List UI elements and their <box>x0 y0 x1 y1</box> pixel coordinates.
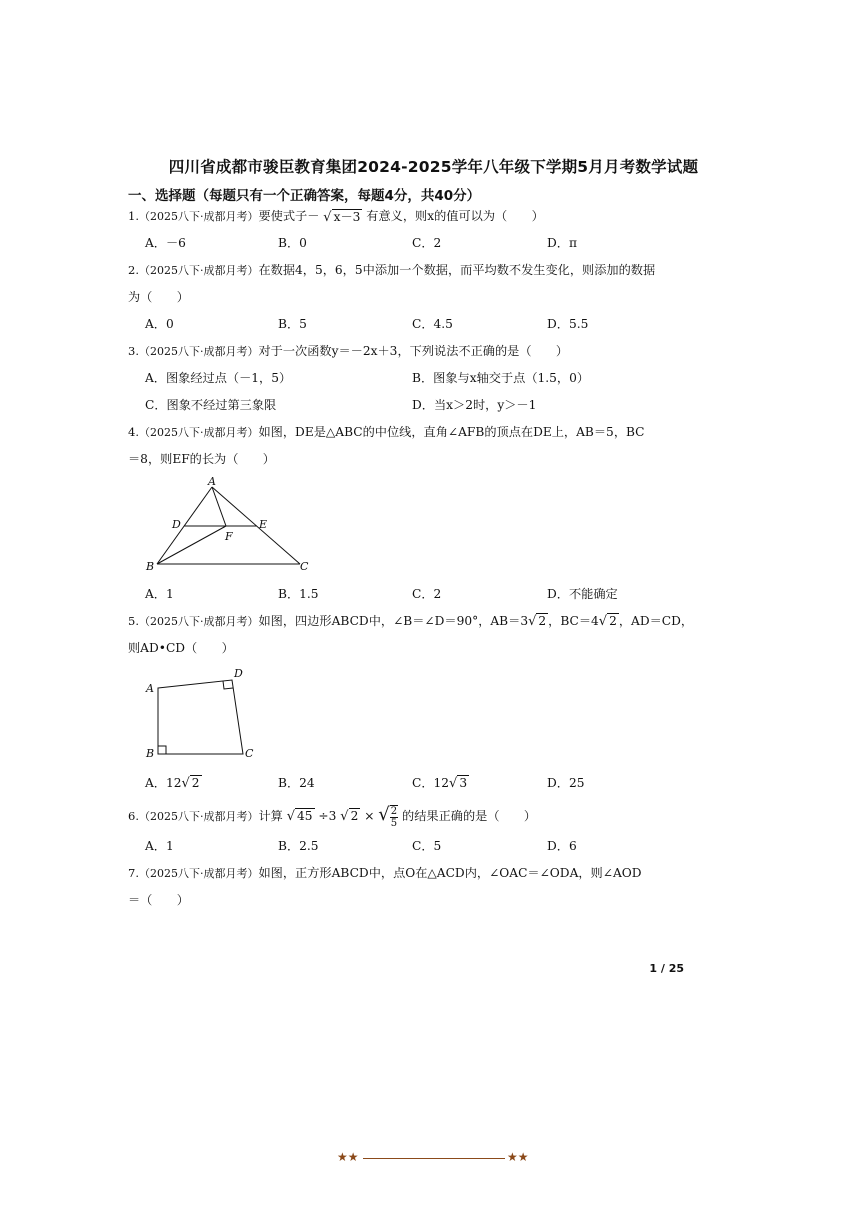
footer-decoration <box>0 1148 867 1168</box>
question-text: 在数据4，5，6，5中添加一个数据，而平均数不发生变化，则添加的数据 <box>258 263 656 277</box>
option-b[interactable]: B．2.5 <box>278 839 319 853</box>
option-b[interactable]: B．0 <box>278 236 307 250</box>
question-text: 如图，DE是△ABC的中位线，直角∠AFB的顶点在DE上，AB＝5，BC <box>258 425 645 439</box>
question-text: 如图，正方形ABCD中，点O在△ACD内，∠OAC＝∠ODA，则∠AOD <box>258 866 642 880</box>
option-d[interactable]: D．25 <box>547 776 585 790</box>
question-1 <box>128 207 544 225</box>
question-number: 4. <box>128 425 139 439</box>
option-d[interactable]: D．π <box>547 236 577 250</box>
option-d[interactable]: D．不能确定 <box>547 587 618 601</box>
radical-expression: √ x－3 <box>323 210 361 225</box>
question-4-line2: ＝8，则EF的长为（ ） <box>128 452 275 466</box>
option-b[interactable]: B．24 <box>278 776 315 790</box>
question-text: 对于一次函数y＝－2x＋3，下列说法不正确的是（ ） <box>258 344 569 358</box>
source-tag: （2025八下·成都月考） <box>138 210 259 223</box>
radical-fraction: √ $\frac{2}{5}$ <box>378 804 398 829</box>
label-d: D <box>234 667 243 680</box>
question-text: 有意义，则x的值可以为（ ） <box>366 209 544 223</box>
question-4 <box>128 423 645 440</box>
question-2-line2: 为（ ） <box>128 290 189 304</box>
operator: × <box>364 808 375 823</box>
label-d: D <box>172 518 181 531</box>
section-heading: 一、选择题（每题只有一个正确答案，每题4分，共40分） <box>128 188 481 204</box>
question-7 <box>128 864 642 881</box>
option-a[interactable]: A．1 <box>145 839 174 853</box>
source-tag: （2025八下·成都月考） <box>138 615 259 628</box>
option-b[interactable]: B．图象与x轴交于点（1.5，0） <box>412 371 590 385</box>
radical-expression: √ 2 <box>340 808 359 824</box>
question-number: 5. <box>128 614 139 628</box>
question-text: ，BC＝4 <box>548 614 599 628</box>
option-b[interactable]: B．5 <box>278 317 307 331</box>
label-f: F <box>225 530 233 543</box>
question-7-line2: ＝（ ） <box>128 893 189 907</box>
option-d[interactable]: D．当x＞2时，y＞－1 <box>412 398 537 412</box>
page-number: 1 / 25 <box>649 962 684 975</box>
option-a[interactable]: A．图象经过点（－1，5） <box>145 371 292 385</box>
page-title: 四川省成都市骏臣教育集团2024-2025学年八年级下学期5月月考数学试题 <box>168 158 699 176</box>
question-text: ，AD＝CD， <box>618 614 694 628</box>
source-tag: （2025八下·成都月考） <box>138 426 259 439</box>
label-a: A <box>208 475 216 488</box>
question-number: 7. <box>128 866 139 880</box>
option-c[interactable]: C．5 <box>412 839 442 853</box>
question-3 <box>128 342 568 359</box>
star-icon: ★★ <box>337 1150 359 1164</box>
option-c[interactable]: C．4.5 <box>412 317 453 331</box>
source-tag: （2025八下·成都月考） <box>138 867 259 880</box>
radical-expression: √ 45 <box>286 808 313 824</box>
source-tag: （2025八下·成都月考） <box>138 345 259 358</box>
option-a[interactable]: A．12√ 2 <box>145 776 200 791</box>
question-5 <box>128 612 693 629</box>
label-e: E <box>259 518 268 531</box>
option-c[interactable]: C．2 <box>412 236 442 250</box>
label-c: C <box>300 560 309 573</box>
radical-expression: √ 2 <box>528 614 547 629</box>
option-c[interactable]: C．12√ 3 <box>412 776 468 791</box>
option-a[interactable]: A．－6 <box>145 236 186 250</box>
source-tag: （2025八下·成都月考） <box>138 809 259 823</box>
option-d[interactable]: D．5.5 <box>547 317 589 331</box>
option-c[interactable]: C．图象不经过第三象限 <box>145 398 277 412</box>
question-number: 3. <box>128 344 139 358</box>
option-a[interactable]: A．0 <box>145 317 174 331</box>
question-number: 6. <box>128 808 139 823</box>
triangle-figure <box>140 474 320 574</box>
label-a: A <box>146 682 154 695</box>
quadrilateral-figure <box>140 664 270 764</box>
question-text: 的结果正确的是（ ） <box>402 808 537 823</box>
question-text: 要使式子－ <box>258 209 320 223</box>
label-b: B <box>146 560 155 573</box>
question-6 <box>128 804 536 829</box>
question-number: 2. <box>128 263 139 277</box>
footer-divider <box>363 1158 505 1159</box>
option-c[interactable]: C．2 <box>412 587 442 601</box>
source-tag: （2025八下·成都月考） <box>138 264 259 277</box>
operator: ÷3 <box>318 808 337 823</box>
question-number: 1. <box>128 209 139 223</box>
radical-expression: √ 2 <box>598 614 617 629</box>
option-d[interactable]: D．6 <box>547 839 577 853</box>
label-c: C <box>245 747 254 760</box>
question-text: 如图，四边形ABCD中，∠B＝∠D＝90°，AB＝3 <box>258 614 529 628</box>
question-2 <box>128 261 655 278</box>
question-5-line2: 则AD•CD（ ） <box>128 641 234 655</box>
label-b: B <box>146 747 155 760</box>
question-text: 计算 <box>258 808 283 823</box>
option-b[interactable]: B．1.5 <box>278 587 319 601</box>
option-a[interactable]: A．1 <box>145 587 174 601</box>
star-icon: ★★ <box>507 1150 529 1164</box>
